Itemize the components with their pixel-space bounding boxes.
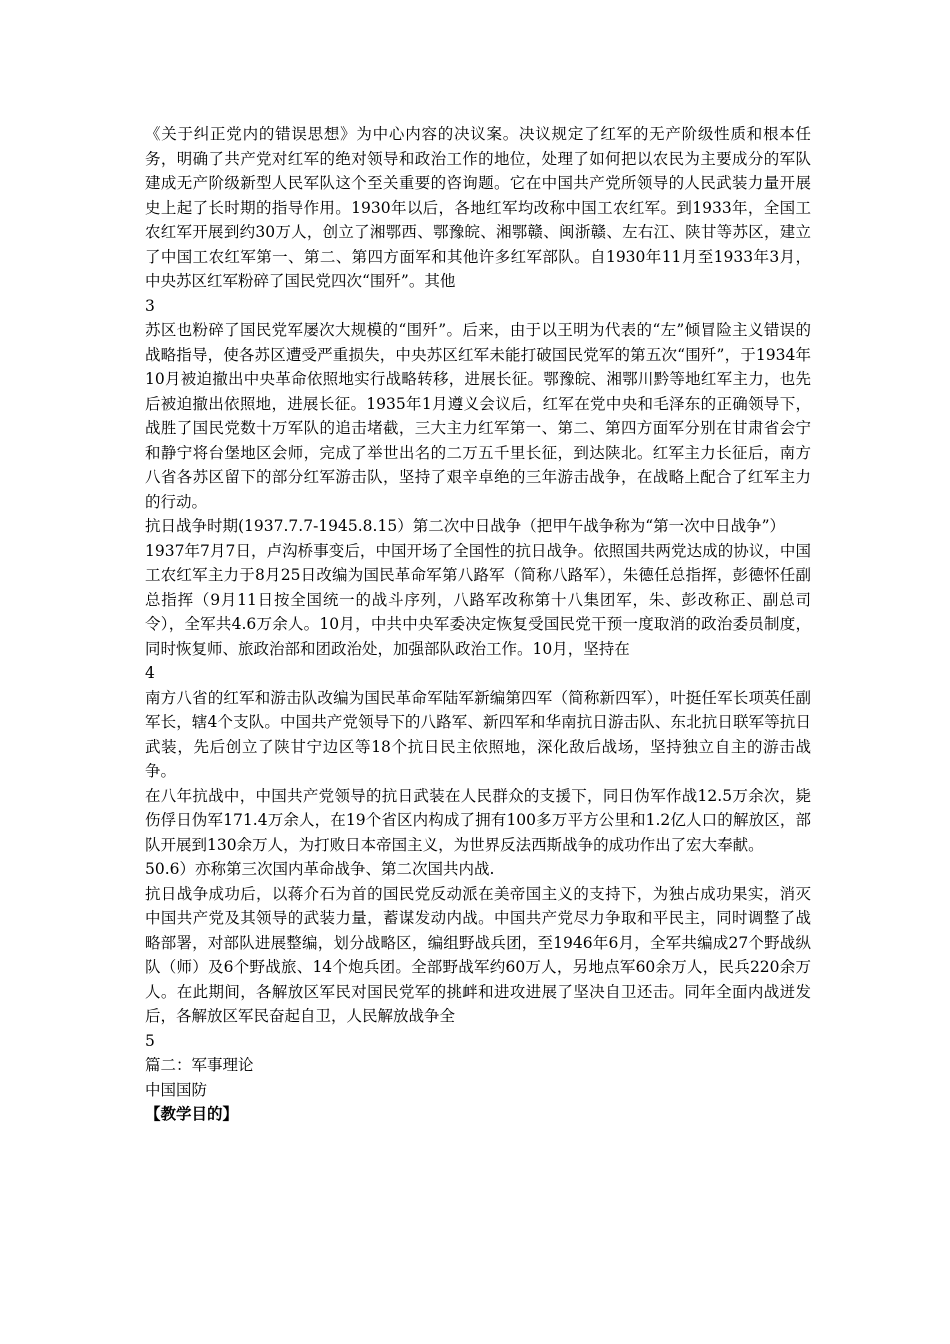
section-title: 中国国防 [145,1080,208,1099]
document-body [145,122,811,1127]
section-heading: 抗日战争时期(1937.7.7-1945.8.15）第二次中日战争（把甲午战争称为“第一次中日战争”） [145,517,786,535]
paragraph: 苏区也粉碎了国民党军屡次大规模的“围歼”。后来，由于以王明为代表的“左”倾冒险主义错误的战略指导，使各苏区遭受严重损失，中央苏区红军未能打破国民党军的第五次“围歼”，于1934年10月被迫撤出中央革命依照地实行战略转移，进展长征。鄂豫皖、湘鄂川黔等地红军主力，也先后被迫撤出依照地，进展长征。1935年1月遵义会议后，红军在党中央和毛泽东的正确领导下，战胜了国民党数十万军队的追击堵截，三大主力红军第一、第二、第四方面军分别在甘肃省会宁和静宁将台堡地区会师，完成了举世出名的二万五千里长征，到达陕北。红军主力长征后，南方八省各苏区留下的部分红军游击队，坚持了艰辛卓绝的三年游击战争，在战略上配合了红军主力的行动。 [145,321,811,511]
page-number: 4 [145,664,155,682]
page-number: 3 [145,296,155,315]
paragraph: 50.6）亦称第三次国内革命战争、第二次国共内战. [145,860,495,878]
paragraph: 南方八省的红军和游击队改编为国民革命军陆军新编第四军（简称新四军），叶挺任军长项英任副军长，辖4个支队。中国共产党领导下的八路军、新四军和华南抗日游击队、东北抗日联军等抗日武装，先后创立了陕甘宁边区等18个抗日民主依照地，深化敌后战场，坚持独立自主的游击战争。 [145,688,811,780]
subsection-title: 【教学目的】 [145,1104,239,1123]
chapter-heading: 篇二：军事理论 [145,1056,254,1074]
paragraph: 《关于纠正党内的错误思想》为中心内容的决议案。决议规定了红军的无产阶级性质和根本任务，明确了共产党对红军的绝对领导和政治工作的地位，处理了如何把以农民为主要成分的军队建成无产阶级新型人民军队这个至关重要的咨询题。它在中国共产党所领导的人民武装力量开展史上起了长时期的指导作用。1930年以后，各地红军均改称中国工农红军。到1933年，全国工农红军开展到约30万人，创立了湘鄂西、鄂豫皖、湘鄂赣、闽浙赣、左右江、陕甘等苏区，建立了中国工农红军第一、第二、第四方面军和其他许多红军部队。自1930年11月至1933年3月，中央苏区红军粉碎了国民党四次“围歼”。其他 [145,125,811,290]
page-number: 5 [145,1031,155,1050]
paragraph: 在八年抗战中，中国共产党领导的抗日武装在人民群众的支援下，同日伪军作战12.5万余次，毙伤俘日伪军171.4万余人，在19个省区内构成了拥有100多万平方公里和1.2亿人口的解放区，部队开展到130余万人，为打败日本帝国主义，为世界反法西斯战争的成功作出了宏大奉献。 [145,786,811,854]
paragraph: 1937年7月7日，卢沟桥事变后，中国开场了全国性的抗日战争。依照国共两党达成的协议，中国工农红军主力于8月25日改编为国民革命军第八路军（简称八路军），朱德任总指挥，彭德怀任副总指挥（9月11日按全国统一的战斗序列，八路军改称第十八集团军，朱、彭改称正、副总司令），全军共4.6万余人。10月，中共中央军委决定恢复受国民党干预一度取消的政治委员制度，同时恢复师、旅政治部和团政治处，加强部队政治工作。10月，坚持在 [145,541,811,658]
paragraph: 抗日战争成功后，以蒋介石为首的国民党反动派在美帝国主义的支持下，为独占成功果实，消灭中国共产党及其领导的武装力量，蓄谋发动内战。中国共产党尽力争取和平民主，同时调整了战略部署，对部队进展整编，划分战略区，编组野战兵团，至1946年6月，全军共编成27个野战纵队（师）及6个野战旅、14个炮兵团。全部野战军约60万人，另地点军60余万人，民兵220余万人。在此期间，各解放区军民对国民党军的挑衅和进攻进展了坚决自卫还击。同年全面内战迸发后，各解放区军民奋起自卫，人民解放战争全 [145,884,811,1025]
